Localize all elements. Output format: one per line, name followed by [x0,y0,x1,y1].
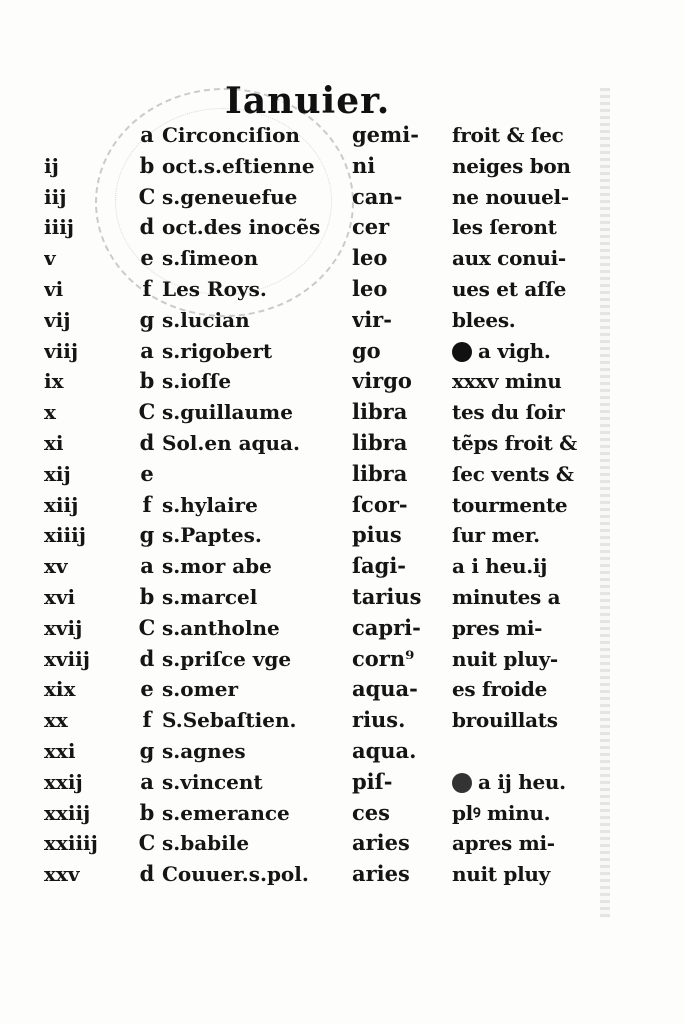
saint-name: s.ſimeon [162,246,259,271]
zodiac-sign: piſ- [352,768,393,794]
calendar-row [0,798,684,828]
zodiac-sign: go [352,337,381,363]
saint-name: s.omer [162,677,238,702]
weather-note-text: blees. [452,307,516,332]
zodiac-sign: cer [352,214,390,240]
calendar-row [0,459,684,489]
weather-note [452,182,600,212]
zodiac-sign: can- [352,183,403,209]
zodiac-sign: aqua. [352,738,417,763]
saint-name: s.ioſſe [162,369,232,394]
dominical-letter: a [140,553,154,579]
weather-note-text: minutes a [452,585,561,609]
weather-note-text: les ſeront [452,215,557,240]
zodiac-sign: virgo [352,368,412,394]
zodiac-sign: leo [352,245,388,271]
zodiac-sign: ſcor- [352,491,408,517]
dominical-letter: C [138,183,156,209]
saint-name: s.mor abe [162,554,272,579]
weather-note [452,428,600,458]
weather-note-text: es froide [452,677,548,702]
weather-note [452,274,600,304]
day-number: xxv [44,862,80,887]
day-number: v [44,246,56,271]
zodiac-sign: ces [352,799,390,825]
dominical-letter: b [139,368,155,394]
dominical-letter: f [142,491,152,517]
zodiac-sign: tarius [352,584,422,609]
weather-note-text: nuit pluy- [452,646,558,671]
zodiac-sign: libra [352,430,408,455]
dominical-letter: e [140,460,154,486]
calendar-row [0,736,684,766]
weather-note [452,336,600,366]
day-number: vij [44,307,71,332]
weather-note [452,859,600,889]
weather-note [452,798,600,828]
weather-note [452,551,600,581]
weather-note [452,212,600,242]
weather-note [452,366,600,396]
weather-note-text: tourmente [452,492,568,517]
weather-note-text: tẽps froit & [452,431,577,455]
day-number: xvij [44,615,83,640]
day-number: xix [44,677,76,702]
day-number: xviij [44,646,90,671]
weather-note [452,613,600,643]
weather-note-text: neiges bon [452,153,571,178]
day-number: xxiiij [44,831,98,856]
weather-note-text: froit & ſec [452,123,564,147]
saint-name: s.rigobert [162,338,273,363]
calendar-row [0,613,684,643]
weather-note [452,305,600,335]
weather-note-text: xxxv minu [452,369,562,394]
calendar-row [0,212,684,242]
weather-note-text: ne nouuel- [452,184,569,209]
calendar-row [0,366,684,396]
weather-note-text: aux conui- [452,246,566,271]
zodiac-sign: libra [352,399,408,425]
saint-name: s.vincent [162,769,263,794]
day-number: viij [44,338,79,363]
day-number: xxij [44,769,83,794]
dominical-letter: f [142,707,152,733]
calendar-row [0,644,684,674]
saint-name: oct.s.eſtienne [162,153,315,178]
saint-name: s.geneuefue [162,184,298,209]
zodiac-sign: leo [352,276,388,301]
dominical-letter: d [139,861,155,887]
calendar-row [0,490,684,520]
saint-name: s.marcel [162,585,258,609]
dominical-letter: f [142,276,152,301]
dominical-letter: C [138,614,156,640]
day-number: ij [44,153,59,178]
zodiac-sign: aries [352,861,410,887]
day-number: iiij [44,215,75,240]
month-title: Ianuier. [225,80,391,122]
weather-note [452,397,600,427]
dominical-letter: C [138,399,156,425]
day-number: xx [44,708,68,733]
weather-note-text: ſur mer. [452,523,540,548]
weather-note-text: tes du ſoir [452,400,565,425]
saint-name: s.priſce vge [162,646,292,671]
zodiac-sign: pius [352,522,402,548]
zodiac-sign: libra [352,460,408,486]
day-number: xiiij [44,523,86,548]
calendar-row [0,520,684,550]
calendar-row [0,243,684,273]
dominical-letter: d [139,645,155,671]
calendar-row [0,397,684,427]
day-number [44,120,126,150]
calendar-row [0,551,684,581]
calendar-row [0,705,684,735]
dominical-letter: a [140,337,154,363]
dominical-letter: g [139,738,155,763]
calendar-row [0,305,684,335]
weather-note-text: ues et aſſe [452,277,567,301]
day-number: xxi [44,739,76,763]
dominical-letter: g [139,306,155,332]
weather-note [452,674,600,704]
weather-note [452,120,600,150]
calendar-row [0,674,684,704]
dominical-letter: e [140,245,154,271]
weather-note-text: pres mi- [452,615,543,640]
day-number: xvi [44,585,76,609]
saint-name: s.antholne [162,615,280,640]
dominical-letter: g [139,522,155,548]
saint-name: Sol.en aqua. [162,431,300,455]
saint-name: Les Roys. [162,277,267,301]
dominical-letter: b [139,152,155,178]
zodiac-sign: aries [352,830,410,856]
saint-name: s.agnes [162,739,246,763]
calendar-row [0,182,684,212]
day-number: ix [44,369,64,394]
weather-note-text: plꝰ minu. [452,800,551,825]
saint-name: s.babile [162,831,250,856]
weather-note-text: nuit pluy [452,862,550,887]
zodiac-sign: aqua- [352,676,418,702]
calendar-row [0,828,684,858]
calendar-row [0,428,684,458]
saint-name: s.hylaire [162,492,258,517]
zodiac-sign: gemi- [352,122,419,147]
weather-note [452,828,600,858]
dominical-letter: e [140,676,154,702]
dominical-letter: d [139,430,155,455]
saint-name: s.emerance [162,800,290,825]
weather-note-text: ſec vents & [452,461,574,486]
day-number: x [44,400,56,425]
weather-note-text: a ij heu. [478,769,566,794]
weather-note-text: a vigh. [478,338,551,363]
moon-phase-icon [452,342,472,362]
weather-note [452,490,600,520]
day-number: xij [44,461,71,486]
saint-name: s.lucian [162,307,250,332]
zodiac-sign: ni [352,152,376,178]
calendar-row [0,151,684,181]
saint-name: oct.des inocẽs [162,215,321,240]
saint-name [162,459,352,489]
weather-note-text: apres mi- [452,831,555,856]
day-number: xi [44,431,64,455]
weather-note-text: a i heu.ij [452,554,548,579]
moon-phase-icon [452,773,472,793]
zodiac-sign: corn⁹ [352,645,415,671]
day-number: xiij [44,492,79,517]
day-number: xv [44,554,68,579]
dominical-letter: b [139,584,155,609]
weather-note [452,767,600,797]
saint-name: S.Sebaſtien. [162,708,297,733]
saint-name: Couuer.s.pol. [162,862,309,887]
saint-name: s.Paptes. [162,523,262,548]
weather-note [452,736,600,766]
calendar-row [0,767,684,797]
dominical-letter: a [140,768,154,794]
weather-note [452,582,600,612]
calendar-row [0,274,684,304]
dominical-letter: d [139,214,155,240]
dominical-letter: C [138,830,156,856]
weather-note [452,520,600,550]
weather-note [452,644,600,674]
weather-note [452,151,600,181]
saint-name: Circonciſion [162,123,300,147]
weather-note-text: brouillats [452,708,558,733]
saint-name: s.guillaume [162,400,293,425]
calendar-row [0,120,684,150]
dominical-letter: a [140,122,154,147]
zodiac-sign: vir- [352,306,392,332]
weather-note [452,459,600,489]
calendar-row [0,582,684,612]
weather-note [452,705,600,735]
calendar-row [0,859,684,889]
day-number: vi [44,277,64,301]
zodiac-sign: ſagi- [352,553,407,579]
calendar-row [0,336,684,366]
zodiac-sign: rius. [352,707,406,733]
day-number: iij [44,184,67,209]
zodiac-sign: capri- [352,614,421,640]
day-number: xxiij [44,800,91,825]
weather-note [452,243,600,273]
dominical-letter: b [139,799,155,825]
